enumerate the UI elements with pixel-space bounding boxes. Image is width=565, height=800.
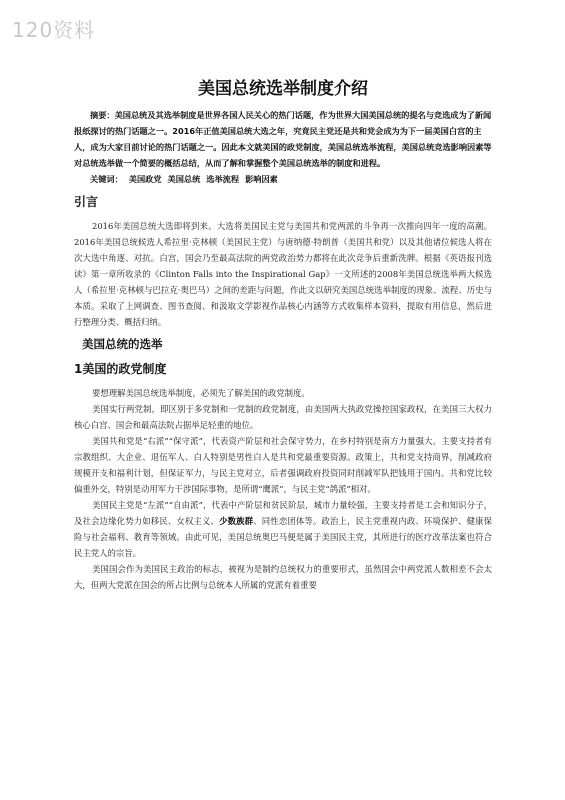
paragraph-2: 美国实行两党制，即区别于多党制和一党制的政党制度，由美国两大执政党操控国家政权，在美国三大权力核心白宫、国会和最高法院占据举足轻重的地位。 [74, 404, 492, 430]
keyword-item: 美国总统 [167, 174, 201, 184]
paragraph-democrat-part-1: 美国民主党是“左派”“自由派”，代表中产阶层和贫民阶层，城市力量较强，主要支持者是工会和知识分子，及社会边缘化势力如移民、女权主义、 [74, 500, 492, 526]
document-title: 美国总统选举制度介绍 [198, 79, 368, 99]
intro-paragraph: 2016年美国总统大选即将到来。大选将美国民主党与美国共和党两派的斗争再一次推向四年一度的高潮。2016年美国总统候选人希拉里·克林顿（美国民主党）与唐纳德·特朗普（美国共和党）以及其他诸位候选人将在次大选中角逐、对抗。白宫，国会乃至最高法院的两党政治势力都将在此次竞争后重新洗牌。根据《英语报刊选读》第一章所收录的《Clinton Falls into the Inspirational Gap》一文所述的2008年美国总统选举两大候选人（希拉里·克林顿与巴拉克·奥巴马）之间的差距与问题，作此文以研究美国总统选举制度的现象、流程、历史与本质。采取了上网调查、图书查阅、和汲取文学影视作品核心内涵等方式收集样本资料，提取有用信息，然后进行整理分类、概括归纳。 [74, 221, 492, 327]
keyword-item: 美国政党 [128, 174, 162, 184]
party-system-heading: 1美国的政党制度 [74, 362, 167, 376]
paragraph-democrat [74, 497, 492, 561]
abstract: 摘要：美国总统及其选举制度是世界各国人民关心的热门话题，作为世界大国美国总统的提名与竞选成为了新闻报纸探讨的热门话题之一。2016年正值美国总统大选之年，究竟民主党还是共和党会成为为下一届美国白宫的主人，成为大家目前讨论的热门话题之一。因此本文就美国的政党制度，美国总统选举流程，美国总统竞选影响因素等对总统选举做一个简要的概括总结，从而了解和掌握整个美国总统选举的制度和进程。 [74, 110, 492, 168]
keyword-item: 选举流程 [206, 174, 240, 184]
keyword-item: 影响因素 [245, 174, 278, 184]
paragraph-democrat-part-2: 、同性恋团体等。政治上，民主党重视内政、环境保护、健康保险与社会福利、教育等领域。由此可见，美国总统奥巴马便是属于美国民主党，其所进行的医疗改革法案也符合民主党人的宗旨。 [74, 516, 493, 558]
paragraph-congress: 美国国会作为美国民主政治的标志，被视为是制约总统权力的重要形式，虽然国会中两党派人数相差不会太大，但两大党派在国会的所占比例与总统本人所属的党派有着重要 [74, 564, 492, 590]
election-heading: 美国总统的选举 [82, 337, 163, 351]
bold-term: 少数族群 [219, 516, 254, 526]
keywords-label: 关键词： [90, 174, 123, 184]
watermark: 120资料 [12, 18, 96, 42]
paragraph-republican: 美国共和党是“右派”“保守派”，代表资产阶层和社会保守势力，在乡村特别是南方力量强大。主要支持者有宗教组织、大企业、退伍军人、白人特别是男性白人是共和党最重要资源。政策上，共和党支持商界，削减政府规模开支和福利计划，但保证军力，与民主党对立，后者强调政府投资同时削减军队把钱用于国内。共和党比较偏重外交，特别是动用军力干涉国际事物，是所谓“鹰派”，与民主党“鸽派”相对。 [74, 436, 492, 494]
paragraph-1: 要想理解美国总统选举制度，必须先了解美国的政党制度。 [92, 388, 310, 398]
keywords [90, 171, 492, 187]
document-page [74, 74, 492, 593]
intro-heading: 引言 [74, 195, 99, 209]
